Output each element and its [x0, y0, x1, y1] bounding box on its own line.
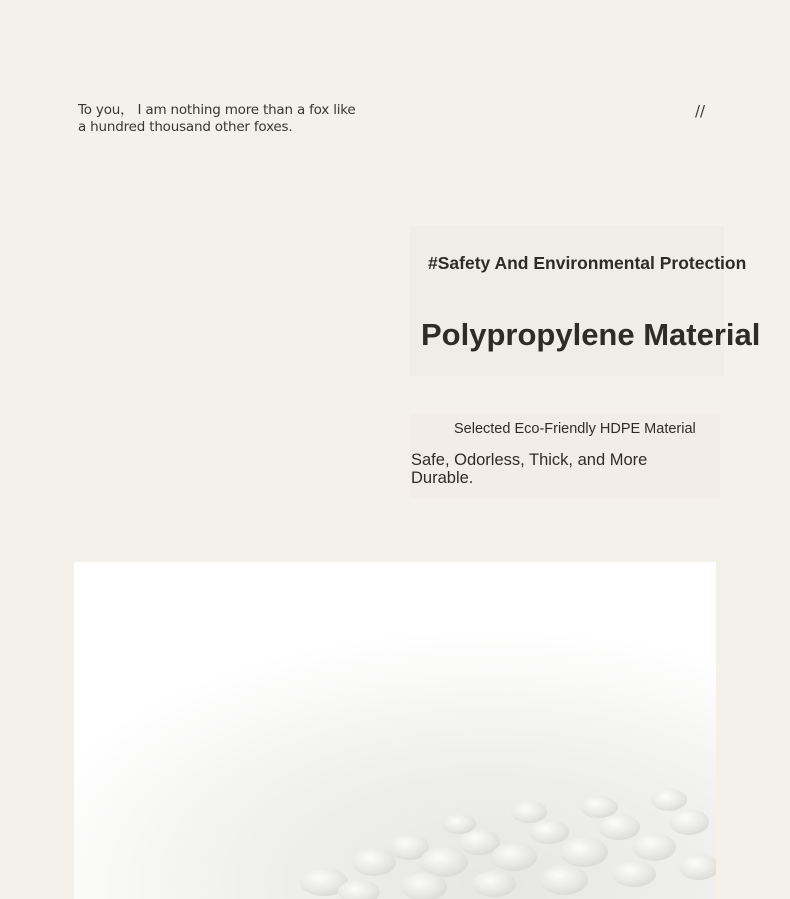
- pellets-illustration: [74, 562, 716, 899]
- product-subtitle: Selected Eco-Friendly HDPE Material: [454, 421, 696, 437]
- plastic-pellets-photo: [74, 562, 716, 899]
- product-description: Safe, Odorless, Thick, and More Durable.: [411, 451, 648, 487]
- title-panel: [410, 226, 724, 376]
- quote-line-1: To you， I am nothing more than a fox like: [78, 102, 356, 118]
- decorative-slash: //: [695, 102, 706, 120]
- hashtag-heading: #Safety And Environmental Protection: [428, 253, 747, 273]
- product-title: Polypropylene Material: [421, 317, 761, 352]
- quote-text: [78, 102, 378, 136]
- quote-line-2: a hundred thousand other foxes.: [78, 119, 293, 135]
